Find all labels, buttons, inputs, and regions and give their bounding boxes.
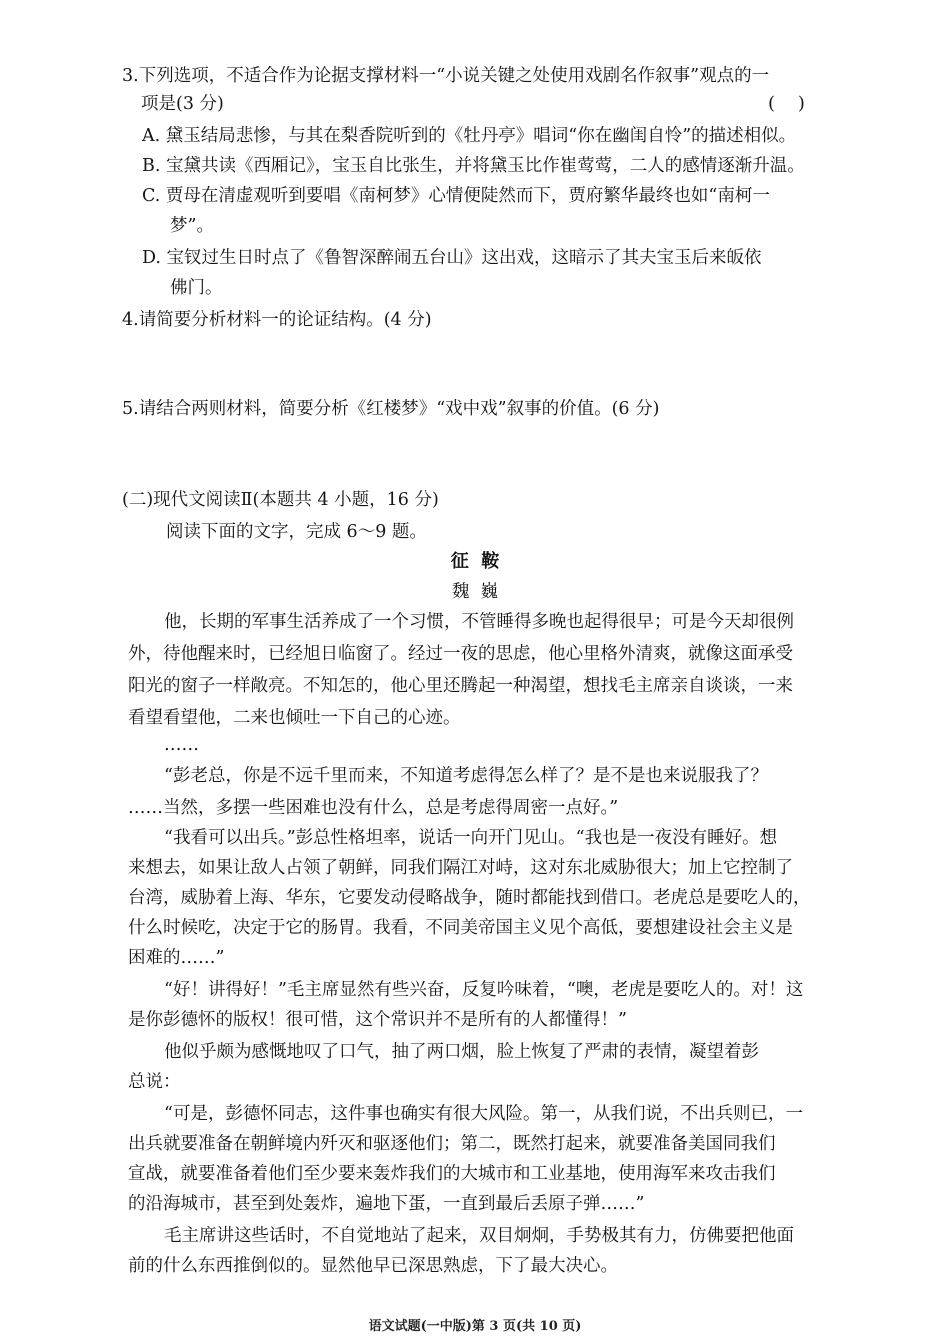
passage-line: “彭老总，你是不远千里而来，不知道考虑得怎么样了？是不是也来说服我了？ — [164, 766, 768, 786]
passage-line: “我看可以出兵。”彭总性格坦率，说话一向开门见山。“我也是一夜没有睡好。想 — [164, 828, 778, 848]
question-3-stem-cont: 项是(3 分) — [141, 94, 224, 114]
passage-line: 是你彭德怀的版权！很可惜，这个常识并不是所有的人都懂得！” — [128, 1010, 627, 1030]
answer-bracket: ( ) — [768, 93, 805, 114]
option-d: D. 宝钗过生日时点了《鲁智深醉闹五台山》这出戏，这暗示了其夫宝玉后来皈依 — [142, 248, 762, 268]
passage-line: 阳光的窗子一样敞亮。不知怎的，他心里还腾起一种渴望，想找毛主席亲自谈谈，一来 — [128, 676, 793, 696]
passage-line: “可是，彭德怀同志，这件事也确实有很大风险。第一，从我们说，不出兵则已，一 — [164, 1104, 803, 1124]
passage-line: 他，长期的军事生活养成了一个习惯，不管睡得多晚也起得很早；可是今天却很例 — [164, 612, 794, 632]
passage-line: 看望看望他，二来也倾吐一下自己的心迹。 — [128, 708, 461, 728]
section-instruction: 阅读下面的文字，完成 6～9 题。 — [166, 522, 427, 542]
passage-line: “好！讲得好！”毛主席显然有些兴奋，反复吟味着，“噢，老虎是要吃人的。对！这 — [164, 980, 804, 1000]
question-4: 4.请简要分析材料一的论证结构。(4 分) — [122, 310, 432, 330]
passage-author: 魏 巍 — [451, 582, 499, 602]
passage-line: 来想去，如果让敌人占领了朝鲜，同我们隔江对峙，这对东北威胁很大；加上它控制了 — [128, 858, 793, 878]
passage-line: 困难的……” — [128, 948, 225, 968]
passage-line: 他似乎颇为感慨地叹了口气，抽了两口烟，脸上恢复了严肃的表情，凝望着彭 — [164, 1042, 759, 1062]
section-heading: (二)现代文阅读Ⅱ(本题共 4 小题，16 分) — [122, 490, 439, 510]
option-b: B. 宝黛共读《西厢记》，宝玉自比张生，并将黛玉比作崔莺莺，二人的感情逐渐升温。 — [142, 156, 805, 176]
option-d-cont: 佛门。 — [170, 278, 223, 298]
option-c: C. 贾母在清虚观听到要唱《南柯梦》心情便陡然而下，贾府繁华最终也如“南柯一 — [142, 186, 770, 206]
question-3-stem: 3.下列选项，不适合作为论据支撑材料一“小说关键之处使用戏剧名作叙事”观点的一 — [122, 66, 770, 86]
passage-line: 出兵就要准备在朝鲜境内歼灭和驱逐他们；第二，既然打起来，就要准备美国同我们 — [128, 1134, 776, 1154]
passage-line: 台湾，威胁着上海、华东，它要发动侵略战争，随时都能找到借口。老虎总是要吃人的， — [128, 888, 811, 908]
page-footer: 语文试题(一中版)第 3 页(共 10 页) — [368, 1319, 582, 1334]
passage-line: 的沿海城市，甚至到处轰炸，遍地下蛋，一直到最后丢原子弹……” — [128, 1194, 645, 1214]
option-c-cont: 梦”。 — [170, 216, 214, 236]
passage-line: 毛主席讲这些话时，不自觉地站了起来，双目炯炯，手势极其有力，仿佛要把他面 — [164, 1226, 794, 1246]
passage-line: 什么时候吃，决定于它的肠胃。我看，不同美帝国主义见个高低，要想建设社会主义是 — [128, 918, 793, 938]
passage-line: 宣战，就要准备着他们至少要来轰炸我们的大城市和工业基地，使用海军来攻击我们 — [128, 1164, 776, 1184]
passage-line: ……当然，多摆一些困难也没有什么，总是考虑得周密一点好。” — [128, 798, 619, 818]
passage-line: 总说： — [128, 1072, 181, 1092]
question-5: 5.请结合两则材料，简要分析《红楼梦》“戏中戏”叙事的价值。(6 分) — [122, 399, 660, 419]
passage-line: 前的什么东西推倒似的。显然他早已深思熟虑，下了最大决心。 — [128, 1256, 618, 1276]
option-a: A. 黛玉结局悲惨，与其在梨香院听到的《牡丹亭》唱词“你在幽闺自怜”的描述相似。 — [142, 126, 797, 146]
passage-ellipsis: …… — [164, 735, 199, 755]
passage-title: 征 鞍 — [450, 551, 500, 572]
passage-line: 外，待他醒来时，已经旭日临窗了。经过一夜的思虑，他心里格外清爽，就像这面承受 — [128, 644, 793, 664]
